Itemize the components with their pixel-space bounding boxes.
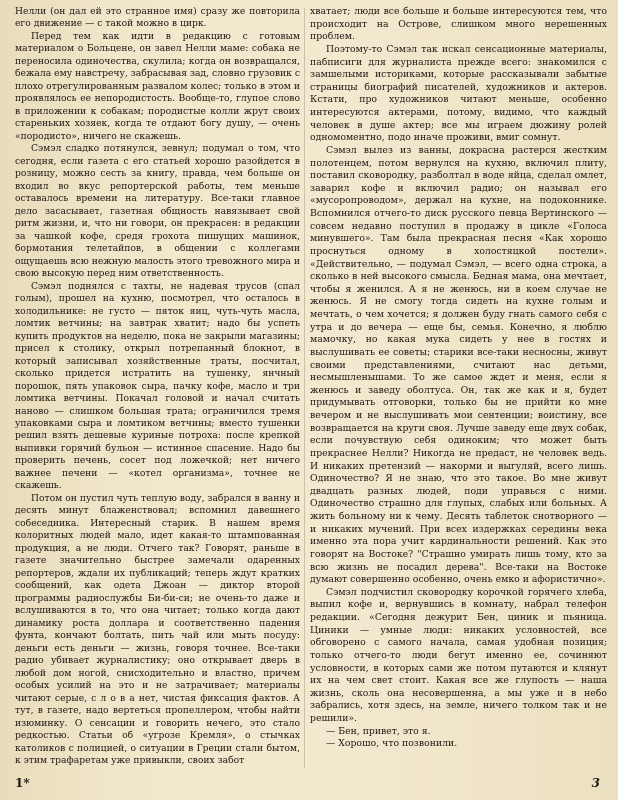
- paragraph: Нелли (он дал ей это странное имя) сразу же повторила его движение — с такой можно в цирк.: [15, 6, 300, 30]
- paragraph: хватает; люди все больше и больше интересуются тем, что происходит на Острове, слишком много нерешенных проблем.: [310, 6, 607, 43]
- paragraph: — Хорошо, что позвонили.: [326, 738, 458, 750]
- left-text-column: [15, 6, 300, 768]
- paragraph: Перед тем как идти в редакцию с готовым материалом о Больцене, он завел Нелли маме: собака не переносила одиночества, скулила; когда он возвращался, бежала ему навстречу, забрасывая зад, словно грузовик с плохо отрегулированным развалом колес; только в этом и проявлялось ее непородистость. Вообще-то, глупое слово в приложении к собакам; породистые колли жрут своих стареньких хозяек, когда те отдают богу душу, — очень «породисто», ничего не скажешь.: [15, 30, 300, 142]
- paragraph: — Бен, привет, это я.: [326, 725, 431, 737]
- paragraph: Сэмэл поднялся с тахты, не надевая трусов (спал голым), прошел на кухню, посмотрел, что осталось в холодильнике: не густо — пяток яиц, чуть-чуть масла, ломтик ветчины; на завтрак хватит; надо бы успеть купить продуктов на неделю, пока не закрыли магазины; присел к столику, открыл потрепанный блокнот, в который записывал хозяйственные траты, посчитал, сколько придется истратить на тушенку, янчный порошок, пять упаковок сыра, пачку кофе, масло и три ломтика ветчины. Покачал головой и начал считать наново — слишком большая трата; ограничился тремя упаковками сыра и ломтиком ветчины; вместо тушенки решил взять дешевые куриные потроха: после крепкой выпивки горячий бульон — истинное спасение. Надо бы проверить печень, сосет под ложечкой; нет ничего важнее печени — «котел организма», точнее не скажешь.: [15, 280, 300, 492]
- right-text-column: [310, 6, 607, 751]
- paragraph: Сэмэл вылез из ванны, докрасна растерся жестким полотенцем, потом вернулся на кухню, включил плиту, поставил сковородку, разболтал в воде яйца, сделал омлет, заварил кофе и включил радио; он называл его «мусоропроводом», держал на кухне, на подоконнике. Вспомнился отчего-то диск русского певца Вертинского — совсем недавно поступил в продажу в цикле «Голоса минувшего». Там была прекрасная песня «Как хорошо проснуться одному в холостяцкой постели». «Действительно, — подумал Сэмэл, — всего одна строка, а сколько в ней высокого смысла. Бедная мама, она мечтает, чтобы я женился. А я не женюсь, ни в коем случае не женюсь. Я не смогу тогда сидеть на кухне голым и мечтать, о чем хочется; я должен буду гнать самого себя с утра и до вечера — еще бы, семья. Конечно, я люблю мамочку, но какая мука сидеть у нее в гостях и выслушивать ее советы; старики все-таки несносны, живут своими представлениями, считают нас детьми, несмышленышами. То же самое ждет и меня, если я женюсь и заведу оболтуса. Он, так же как и я, будет придумывать отговорки, только бы не прийти ко мне вечером и не выслушивать мои сентенции; воистину, все возвращается на круги своя. Лучше заведу еще двух собак, если почувствую себя одиноким; что может быть прекраснее Нелли? Никогда не предаст, не человек ведь. И никаких претензий — накорми и выгуляй, всего лишь. Одиночество? Я не знаю, что это такое. Во мне живут двадцать разных людей, поди управься с ними. Одиночество страшно для глупых, слабых или больных. А жить больному ни к чему. Десять таблеток снотворного — и никаких мучений. При всех издержках середины века именно эта пора учит кардинальности решений. Как это говорят на Востоке? "Страшно умирать лишь тому, кто за всю жизнь не посадил дерева". Все-таки на Востоке думают совершенно особенно, очень емко и афористично».: [310, 144, 607, 586]
- paragraph: Потом он пустил чуть теплую воду, забрался в ванну и десять минут блаженствовал; вспомнил давешнего собеседника. Интересный старик. В нашем время колоритных людей мало, идет какая-то штампованная продукция, а не люди. Отчего так? Говорят, раньше в газете значительно быстрее замечали одаренных репортеров, ждали их публикаций; теперь ждут кратких сообщений, как одета Джоан — диктор второй программы радиослужбы Би-би-си; не очень-то даже и вслушиваются в то, что она читает; только когда дают динамику роста доллара и соответственно падения фунта, кончают болтать, пить чай или мыть посуду: деньги есть деньги — жизнь, говоря точнее. Все-таки радио убивает журналистику; оно открывает дверь в любой дом ногой, снисходительно и властно, причем особых усилий на это и не затрачивает; материалы читают серые, с л о в а нет, чистая фиксация фактов. А тут, в газете, надо вертеться пропеллером, чтобы найти изюминку. О сенсации и говорить нечего, это сталo редкостью. Статьи об «угрозе Кремля», о стычках католиков с полицией, о ситуации в Греции стали бытом, к этим трафаретам уже привыкли, своих забот: [15, 492, 300, 767]
- paragraph: Сэмэл подчистил сковородку корочкой горячего хлеба, выпил кофе и, вернувшись в комнату, набрал телефон редакции. «Сегодня дежурит Бен, циник и пьяница. Циники — умные люди: никаких условностей, все обговорено с самого начала, самая удобная позиция; только отчего-то люди бегут именно ее, сочиняют условности, в которых сами же потом путаются и клянут их на чем свет стоит. Какая все же глупость — наша жизнь, сколь она несовершенна, а мы уже и в небо забрались, хотя здесь, на земле, ничего толком так и не решили».: [310, 586, 607, 724]
- paragraph: Поэтому-то Сэмэл так искал сенсационные материалы, пабписиги для журналиста прежде всего: знакомился с замшелыми историками, которые рассказывали забытые страницы биографий писателей, художников и актеров. Кстати, про художников читают меньше, особенно интересуются актерами, потому, видимо, что каждый человек в душе актер; все мы играем дюжину ролей одномоментно, подо иначе проживи, вмиг сомнут.: [310, 43, 607, 144]
- column-divider: [304, 8, 305, 768]
- paragraph: Сэмэл сладко потянулся, зевнул; подумал о том, что сегодня, если газета с его статьей хорошо разойдется в розницу, можно сесть за книгу, правда, чем больше он входил во вкус репортерской работы, тем меньше оставалось времени на литературу. Все-таки главное дело засасывает, газетная общность навязывает свой ритм жизни, и, что ни говори, он прекрасен: в редакции за чашкой кофе, средя грохота пишущих машинок, бормотания телетайпов, в общении с коллегами ощущаешь всю нежную малость этого тревожного мира и свою высокую перед ним ответственность.: [15, 143, 300, 280]
- signature-mark: 1*: [15, 776, 30, 790]
- page-number: 3: [591, 776, 600, 790]
